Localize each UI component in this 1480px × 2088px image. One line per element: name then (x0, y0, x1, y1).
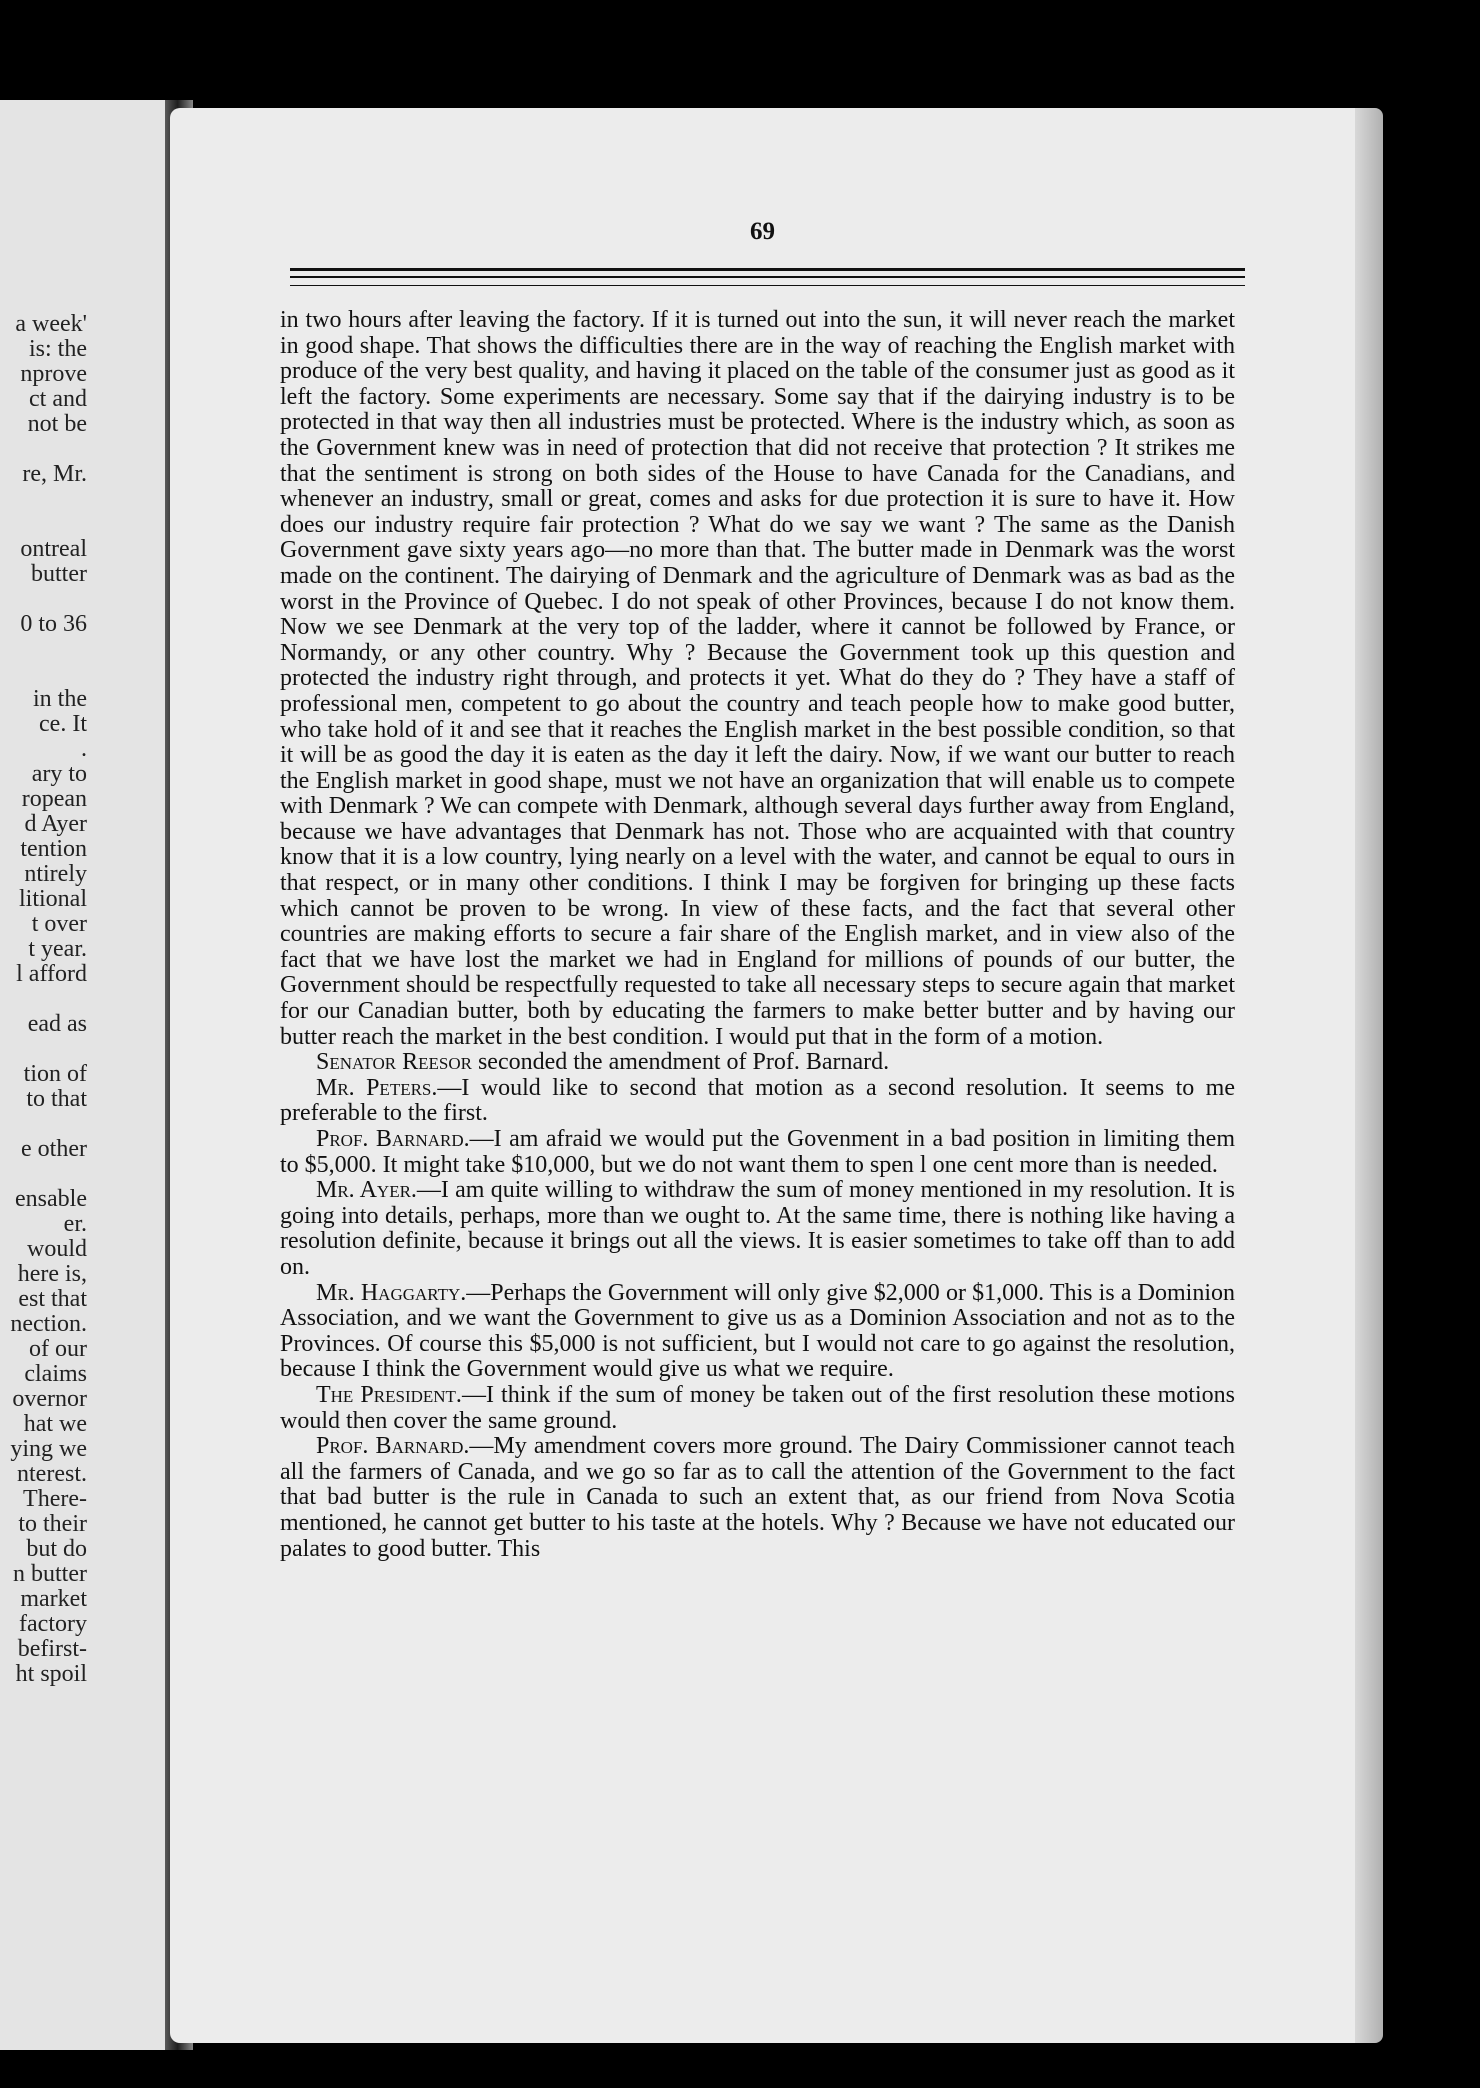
paragraph-text: —I think if the sum of money be taken out of the first resolution these motions would then cover the same ground. (280, 1381, 1235, 1434)
facing-line: ce. It (39, 711, 87, 737)
facing-line: ead as (27, 1011, 87, 1037)
speaker: Mr. Ayer. (316, 1177, 417, 1204)
facing-line: of our (29, 1336, 87, 1362)
facing-line: ht spoil (15, 1661, 87, 1687)
paragraph-text: —I would like to second that motion as a second resolution. It seems to me preferable to the first. (280, 1074, 1235, 1127)
facing-line: . (81, 736, 87, 762)
speaker: Mr. Peters. (316, 1074, 438, 1101)
speaker: Senator Reesor (316, 1049, 472, 1076)
header-rule (290, 268, 1245, 271)
paragraph-text: —My amendment covers more ground. The Dairy Commissioner cannot teach all the farmers of Canada, and we go so far as to call the attention of the Government to the fact that bad butter is the rule in Canada to such an extent that, as our friend from Nova Scotia mentioned, he cannot get butter to his taste at the hotels. Why ? Because we have not educated our palates to good butter. This (280, 1433, 1235, 1562)
facing-line: ropean (21, 786, 87, 812)
facing-line: would (27, 1236, 87, 1262)
facing-page (0, 100, 165, 2050)
facing-line: overnor (12, 1386, 87, 1412)
speaker: Mr. Haggarty. (316, 1279, 467, 1306)
facing-line (10, 437, 87, 462)
facing-line: claims (24, 1361, 87, 1387)
paragraph (280, 1434, 1235, 1562)
facing-line: is: the (29, 336, 87, 362)
facing-line (10, 987, 87, 1012)
facing-line: est that (18, 1286, 87, 1312)
facing-line: ensable (15, 1186, 87, 1212)
facing-line: er. (63, 1211, 87, 1237)
paragraph (280, 1281, 1235, 1383)
page-edge (1355, 108, 1383, 2043)
facing-line (10, 637, 87, 662)
facing-line: to their (18, 1511, 87, 1537)
facing-line: here is, (17, 1261, 87, 1287)
facing-page-text (10, 312, 87, 1687)
facing-line: nterest. (17, 1461, 87, 1487)
facing-line: tion of (23, 1061, 87, 1087)
facing-line: 0 to 36 (20, 611, 87, 637)
facing-line: t over (31, 911, 87, 937)
speaker: The President. (316, 1381, 462, 1408)
paragraph (280, 1076, 1235, 1127)
facing-line (10, 1162, 87, 1187)
facing-line: ntirely (24, 861, 87, 887)
facing-line: t year. (28, 936, 87, 962)
facing-line: ct and (29, 386, 87, 412)
paragraph-text: seconded the amendment of Prof. Barnard. (471, 1049, 890, 1076)
speaker: Prof. Barnard. (316, 1126, 470, 1152)
paragraph-text: —I am quite willing to withdraw the sum of money mentioned in my resolution. It is going into details, perhaps, more than we ought to. At the same time, there is nothing like having a resolution definite, because it brings out all the views. It is easier sometimes to take off than to add on. (280, 1177, 1235, 1280)
page-number: 69 (750, 218, 775, 245)
paragraph-text: —Perhaps the Government will only give $2,000 or $1,000. This is a Dominion Association, and we want the Government to give us as a Dominion Association and not as to the Provinces. Of course this $5,000 is not sufficient, but I would not care to go against the resolution, because I think the Government would give us what we require. (280, 1279, 1235, 1383)
facing-line (10, 662, 87, 687)
facing-line: in the (33, 686, 87, 712)
facing-line: butter (31, 561, 87, 587)
facing-line: not be (27, 411, 87, 437)
facing-line: re, Mr. (22, 461, 87, 487)
facing-line: befirst- (17, 1636, 87, 1662)
header-rule (290, 276, 1245, 278)
paragraph (280, 1383, 1235, 1434)
facing-line: but do (26, 1536, 87, 1562)
header-rule (290, 285, 1245, 286)
facing-line: to that (26, 1086, 87, 1112)
facing-line: n butter (13, 1561, 87, 1587)
facing-line: tention (20, 836, 87, 862)
paragraph (280, 1050, 1235, 1076)
facing-line (10, 1112, 87, 1137)
facing-line: d Ayer (24, 811, 87, 837)
facing-line: nection. (10, 1311, 87, 1337)
facing-line (10, 512, 87, 537)
speaker: Prof. Barnard. (316, 1433, 470, 1460)
facing-line: nprove (20, 361, 87, 387)
facing-line: There- (23, 1486, 87, 1512)
paragraph-text: —I am afraid we would put the Govenment in a bad position in limiting them to $5,000. It might take $10,000, but we do not want them to spen l one cent more than is needed. (280, 1126, 1235, 1178)
facing-line: l afford (16, 961, 87, 987)
facing-line (10, 487, 87, 512)
facing-line: litional (19, 886, 87, 912)
facing-line: market (20, 1586, 87, 1612)
facing-line: ary to (31, 761, 87, 787)
facing-line (10, 1037, 87, 1062)
paragraph (280, 308, 1235, 1050)
facing-line: e other (21, 1136, 87, 1162)
body-text (280, 308, 1235, 1562)
paragraph-text: in two hours after leaving the factory. If it is turned out into the sun, it will never reach the market in good shape. That shows the difficulties there are in the way of reaching the English market with produce of the very best quality, and having it placed on the table of the consumer just as good as it left the factory. Some experiments are necessary. Some say that if the dairying industry is to be protected in that way then all industries must be protected. Where is the industry which, as soon as the Government knew was in need of protection that did not receive that protection ? It strikes me that the sentiment is strong on both sides of the House to have Canada for the Canadians, and whenever an industry, small or great, comes and asks for due protection it is sure to have it. How does our industry require fair protection ? What do we say we want ? The same as the Danish Government gave sixty years ago—no more than that. The butter made in Denmark was the worst made on the continent. The dairying of Denmark and the agriculture of Denmark was as bad as the worst in the Province of Quebec. I do not speak of other Provinces, because I do not know them. Now we see Denmark at the very top of the ladder, where it cannot be followed by France, or Normandy, or any other country. Why ? Because the Government took up this question and protected the industry right through, and protects it yet. What do they do ? They have a staff of professional men, competent to go about the country and teach people how to make good butter, who take hold of it and see that it reaches the English market in the best possible condition, so that it will be as good the day it is eaten as the day it left the dairy. Now, if we want our butter to reach the English market in good shape, must we not have an organization that will enable us to compete with Denmark ? We can compete with Denmark, although several days further away from England, because we have advantages that Denmark has not. Those who are acquainted with that country know that it is a low country, lying nearly on a level with the water, and cannot be equal to ours in that respect, or in many other conditions. I think I may be forgiven for bringing up these facts which cannot be proven to be wrong. In view of these facts, and the fact that several other countries are making efforts to secure a fair share of the English market, and in view also of the fact that we have lost the market we had in England for millions of pounds of our butter, the Government should be respectfully requested to take all necessary steps to secure again that market for our Canadian butter, both by educating the farmers to make better butter and by having our butter reach the market in the best condition. I would put that in the form of a motion. (280, 307, 1235, 1050)
facing-line: hat we (23, 1411, 87, 1437)
paragraph (280, 1178, 1235, 1280)
facing-line: ontreal (20, 536, 87, 562)
facing-line (10, 587, 87, 612)
facing-line: ying we (10, 1436, 87, 1462)
facing-line: a week' (15, 311, 87, 337)
paragraph (280, 1127, 1235, 1178)
facing-line: factory (19, 1611, 87, 1637)
